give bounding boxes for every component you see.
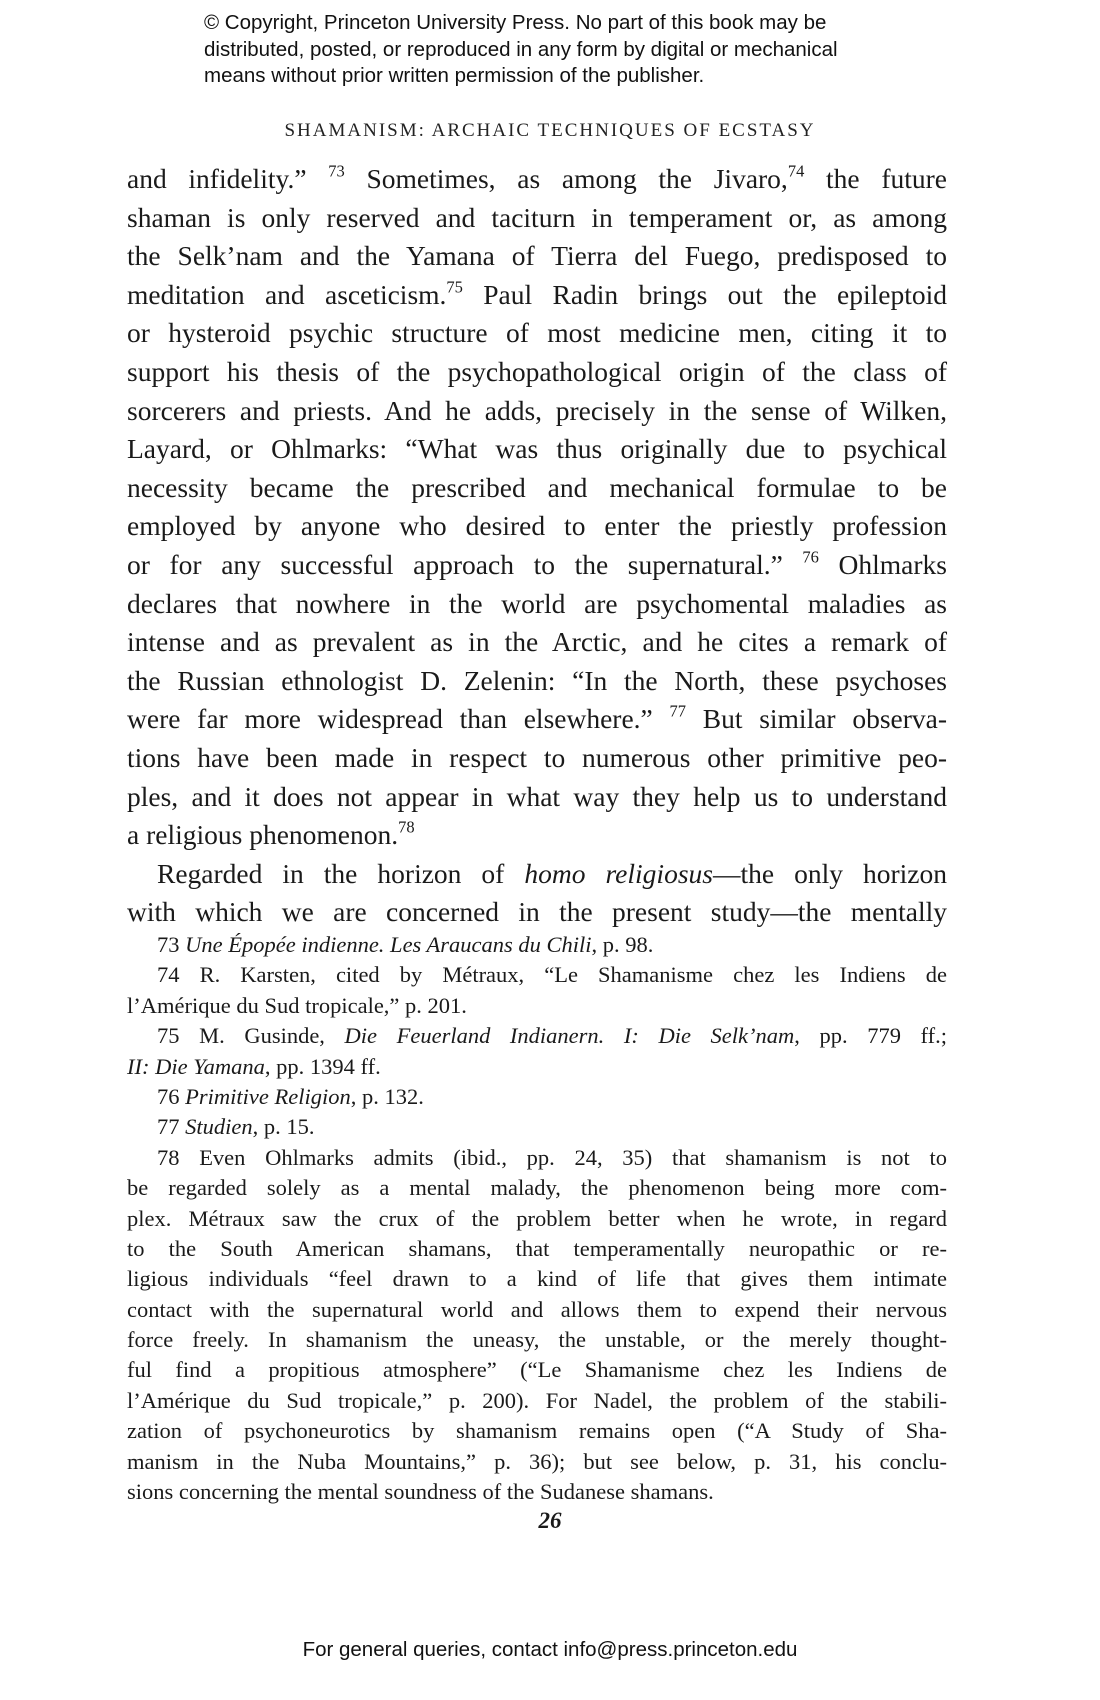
body-line	[127, 623, 947, 662]
text: Sometimes, as among the Jivaro,	[344, 163, 788, 194]
page-number: 26	[538, 1508, 562, 1533]
body-line	[127, 816, 947, 855]
text: But similar observa-	[685, 703, 947, 735]
italic-text: Die Feuerland Indianern. I: Die Selk’nam	[344, 1023, 795, 1049]
text: , pp. 779 ff.;	[794, 1023, 947, 1049]
text: , p. 132.	[350, 1083, 424, 1109]
footnote-line	[127, 1234, 947, 1264]
text: —the only horizon	[712, 857, 947, 889]
text: the future	[804, 163, 947, 194]
footnote-ref: 77	[669, 701, 686, 721]
text: shaman is only reserved and taciturn in temperament or, as among	[127, 201, 947, 233]
text: sorcerers and priests. And he adds, precisely in the sense of Wilken,	[127, 394, 947, 426]
body-line	[127, 392, 947, 431]
footnote-line	[127, 1021, 947, 1051]
text: Ohlmarks	[818, 548, 947, 580]
italic-text: II: Die Yamana	[127, 1053, 265, 1079]
text: Regarded in the horizon of	[157, 857, 525, 889]
footnote-ref: 75	[446, 277, 463, 297]
body-line	[127, 893, 947, 932]
body-line	[127, 276, 947, 315]
footnote-line	[127, 1204, 947, 1234]
text: the Selk’nam and the Yamana of Tierra del Fuego, predisposed to	[127, 240, 947, 272]
copyright-line: means without prior written permission of the publisher.	[204, 64, 705, 87]
body-line	[127, 199, 947, 238]
body-line	[127, 662, 947, 701]
body-line	[127, 546, 947, 585]
italic-text: Une Épopée indienne. Les Araucans du Chili	[185, 932, 592, 957]
body-text	[127, 160, 947, 932]
text: contact with the supernatural world and allows them to expend their nervous	[127, 1296, 947, 1322]
italic-text: homo religiosus	[524, 857, 713, 889]
footnote-line	[127, 1264, 947, 1294]
text: , p. 98.	[591, 932, 654, 957]
body-line	[127, 469, 947, 508]
italic-text: Studien	[185, 1114, 253, 1140]
text: 74 R. Karsten, cited by Métraux, “Le Shamanisme chez les Indiens de	[157, 962, 947, 988]
text: l’Amérique du Sud tropicale,” p. 201.	[127, 992, 467, 1018]
text: manism in the Nuba Mountains,” p. 36); but see below, p. 31, his conclu-	[127, 1448, 947, 1474]
text: support his thesis of the psychopathological origin of the class of	[127, 355, 947, 387]
text: or for any successful approach to the supernatural.”	[127, 548, 803, 580]
body-line	[127, 778, 947, 817]
body-line	[127, 739, 947, 778]
text: Paul Radin brings out the epileptoid	[462, 278, 947, 310]
footnote-ref: 78	[398, 817, 415, 837]
footnote-line	[127, 1416, 947, 1446]
text: declares that nowhere in the world are psychomental maladies as	[127, 587, 947, 619]
text: Layard, or Ohlmarks: “What was thus originally due to psychical	[127, 433, 947, 465]
body-line	[127, 585, 947, 624]
body-line	[127, 353, 947, 392]
body-line	[127, 855, 947, 894]
footnote-line	[127, 1082, 947, 1112]
footnote-line	[127, 1477, 947, 1507]
text: ligious individuals “feel drawn to a kind of life that gives them intimate	[127, 1266, 947, 1292]
footnote-ref: 76	[802, 547, 819, 567]
text: 78 Even Ohlmarks admits (ibid., pp. 24, 35) that shamanism is not to	[157, 1144, 947, 1170]
footnote-line	[127, 1173, 947, 1203]
text: 75 M. Gusinde,	[157, 1023, 345, 1049]
italic-text: Primitive Religion	[185, 1083, 351, 1109]
text: l’Amérique du Sud tropicale,” p. 200). For Nadel, the problem of the stabili-	[127, 1387, 947, 1413]
text: plex. Métraux saw the crux of the problem better when he wrote, in regard	[127, 1205, 947, 1231]
footnote-line	[127, 1447, 947, 1477]
text: intense and as prevalent as in the Arctic, and he cites a remark of	[127, 626, 947, 658]
copyright-line: distributed, posted, or reproduced in any form by digital or mechanical	[204, 37, 838, 61]
footnote-line	[127, 1295, 947, 1325]
copyright-notice	[204, 10, 838, 90]
copyright-line: © Copyright, Princeton University Press. No part of this book may be	[204, 11, 827, 34]
body-line	[127, 160, 947, 199]
body-line	[127, 430, 947, 469]
text: a religious phenomenon.	[127, 819, 399, 851]
text: 73	[157, 932, 186, 957]
text: be regarded solely as a mental malady, the phenomenon being more com-	[127, 1175, 947, 1201]
text: ful find a propitious atmosphere” (“Le Shamanisme chez les Indiens de	[127, 1357, 947, 1383]
text: tions have been made in respect to numerous other primitive peo-	[127, 741, 947, 773]
body-line	[127, 314, 947, 353]
footnote-line	[127, 1052, 947, 1082]
text: to the South American shamans, that temperamentally neuropathic or re-	[127, 1235, 947, 1261]
text: sions concerning the mental soundness of the Sudanese shamans.	[127, 1479, 714, 1505]
footnote-line	[127, 1143, 947, 1173]
footnote-line	[127, 1112, 947, 1142]
footnote-ref: 74	[787, 161, 805, 181]
footnote-ref: 73	[328, 161, 345, 181]
text: were far more widespread than elsewhere.”	[127, 703, 670, 735]
body-line	[127, 700, 947, 739]
footnote-line	[127, 991, 947, 1021]
text: , pp. 1394 ff.	[264, 1053, 381, 1079]
text: the Russian ethnologist D. Zelenin: “In the North, these psychoses	[127, 664, 947, 696]
footnote-line	[127, 930, 947, 960]
footnote-line	[127, 1325, 947, 1355]
text: with which we are concerned in the present study—the mentally	[127, 896, 947, 928]
text: 76	[157, 1083, 186, 1109]
running-head: SHAMANISM: ARCHAIC TECHNIQUES OF ECSTASY	[284, 120, 816, 141]
text: 77	[157, 1114, 186, 1140]
text: , p. 15.	[252, 1114, 315, 1140]
footnote-line	[127, 960, 947, 990]
footnote-line	[127, 1386, 947, 1416]
footnote-line	[127, 1355, 947, 1385]
text: zation of psychoneurotics by shamanism remains open (“A Study of Sha-	[127, 1418, 947, 1444]
footer-contact: For general queries, contact info@press.princeton.edu	[302, 1638, 798, 1661]
text: or hysteroid psychic structure of most medicine men, citing it to	[127, 317, 947, 349]
text: ples, and it does not appear in what way they help us to understand	[127, 780, 947, 812]
text: and infidelity.”	[127, 163, 329, 194]
footnotes	[127, 930, 947, 1507]
text: force freely. In shamanism the uneasy, the unstable, or the merely thought-	[127, 1327, 947, 1353]
text: necessity became the prescribed and mechanical formulae to be	[127, 471, 947, 503]
body-line	[127, 507, 947, 546]
body-line	[127, 237, 947, 276]
text: employed by anyone who desired to enter the priestly profession	[127, 510, 947, 542]
text: meditation and asceticism.	[127, 278, 447, 310]
